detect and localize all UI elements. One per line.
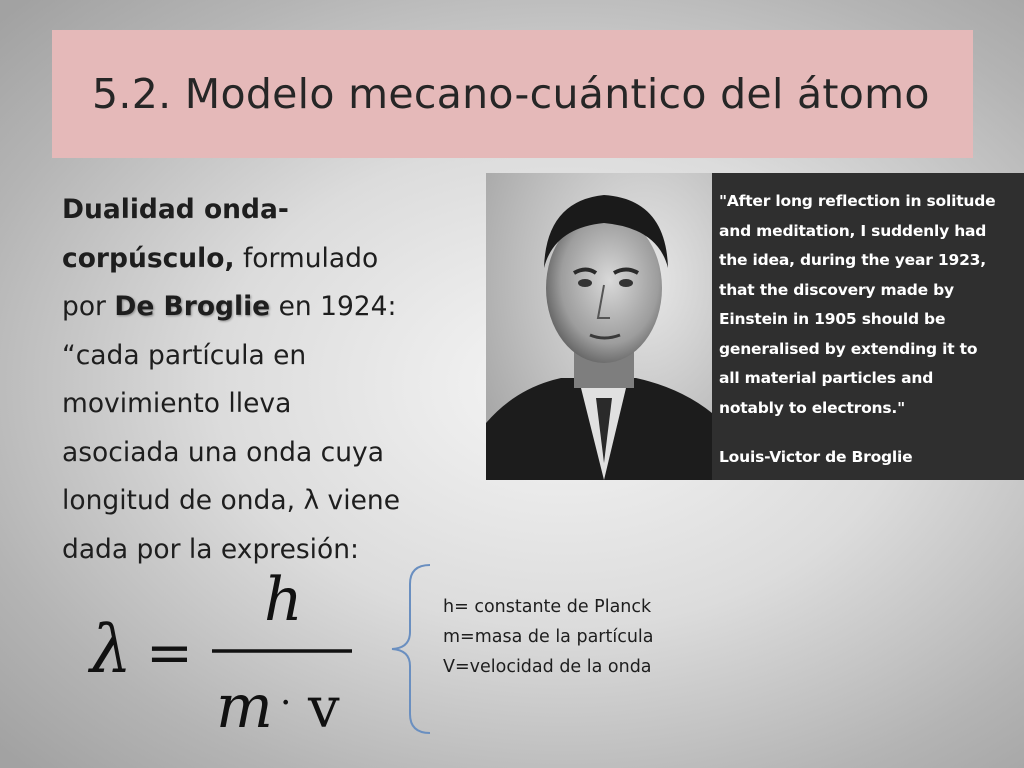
legend-v: V=velocidad de la onda bbox=[443, 657, 652, 677]
body-line-2-rest: formulado bbox=[234, 242, 379, 274]
body-line-4: “cada partícula en bbox=[62, 339, 307, 371]
title-banner bbox=[52, 30, 973, 158]
variable-legend bbox=[443, 592, 654, 682]
body-line-3-post: en 1924: bbox=[270, 291, 397, 322]
formula-dot: · bbox=[280, 683, 292, 724]
quote-line: the idea, during the year 1923, bbox=[719, 251, 986, 269]
quote-line: generalised by extending it to bbox=[719, 339, 978, 358]
body-paragraph bbox=[62, 186, 477, 574]
body-line-6: asociada una onda cuya bbox=[62, 436, 384, 468]
quote-line: Einstein in 1905 should be bbox=[719, 310, 946, 328]
body-line-3-pre: por bbox=[62, 291, 115, 322]
legend-m: m=masa de la partícula bbox=[443, 627, 654, 647]
quote-line: notably to electrons." bbox=[719, 398, 905, 417]
formula-denominator-v: v bbox=[308, 676, 340, 741]
body-line-7: longitud de onda, λ viene bbox=[62, 485, 401, 516]
body-line-2 bbox=[62, 235, 477, 284]
formula-equals: = bbox=[146, 621, 193, 686]
quote-line: all material particles and bbox=[719, 369, 934, 387]
quote-text bbox=[719, 187, 1019, 423]
de-broglie-quote-image bbox=[486, 173, 1024, 480]
quote-line: "After long reflection in solitude bbox=[719, 192, 996, 210]
quote-line: and meditation, I suddenly had bbox=[719, 221, 987, 240]
term-dualidad-1: Dualidad onda- bbox=[62, 194, 289, 225]
author-de-broglie: De Broglie bbox=[114, 291, 271, 322]
formula-lambda: λ bbox=[90, 611, 132, 688]
formula-denominator-m: m bbox=[216, 672, 273, 742]
quote-signature: Louis-Victor de Broglie bbox=[719, 448, 913, 466]
term-dualidad-2: corpúsculo, bbox=[62, 242, 235, 274]
de-broglie-formula bbox=[80, 555, 380, 755]
body-line-8: dada por la expresión: bbox=[62, 533, 359, 565]
body-line-3 bbox=[62, 283, 477, 332]
formula-numerator-h: h bbox=[264, 565, 303, 635]
body-line-5: movimiento lleva bbox=[62, 388, 292, 419]
legend-brace bbox=[388, 562, 436, 736]
slide-title: 5.2. Modelo mecano-cuántico del átomo bbox=[92, 70, 930, 118]
portrait-photo bbox=[486, 173, 712, 480]
legend-h: h= constante de Planck bbox=[443, 597, 652, 617]
quote-line: that the discovery made by bbox=[719, 280, 954, 299]
body-line-1 bbox=[62, 186, 477, 235]
